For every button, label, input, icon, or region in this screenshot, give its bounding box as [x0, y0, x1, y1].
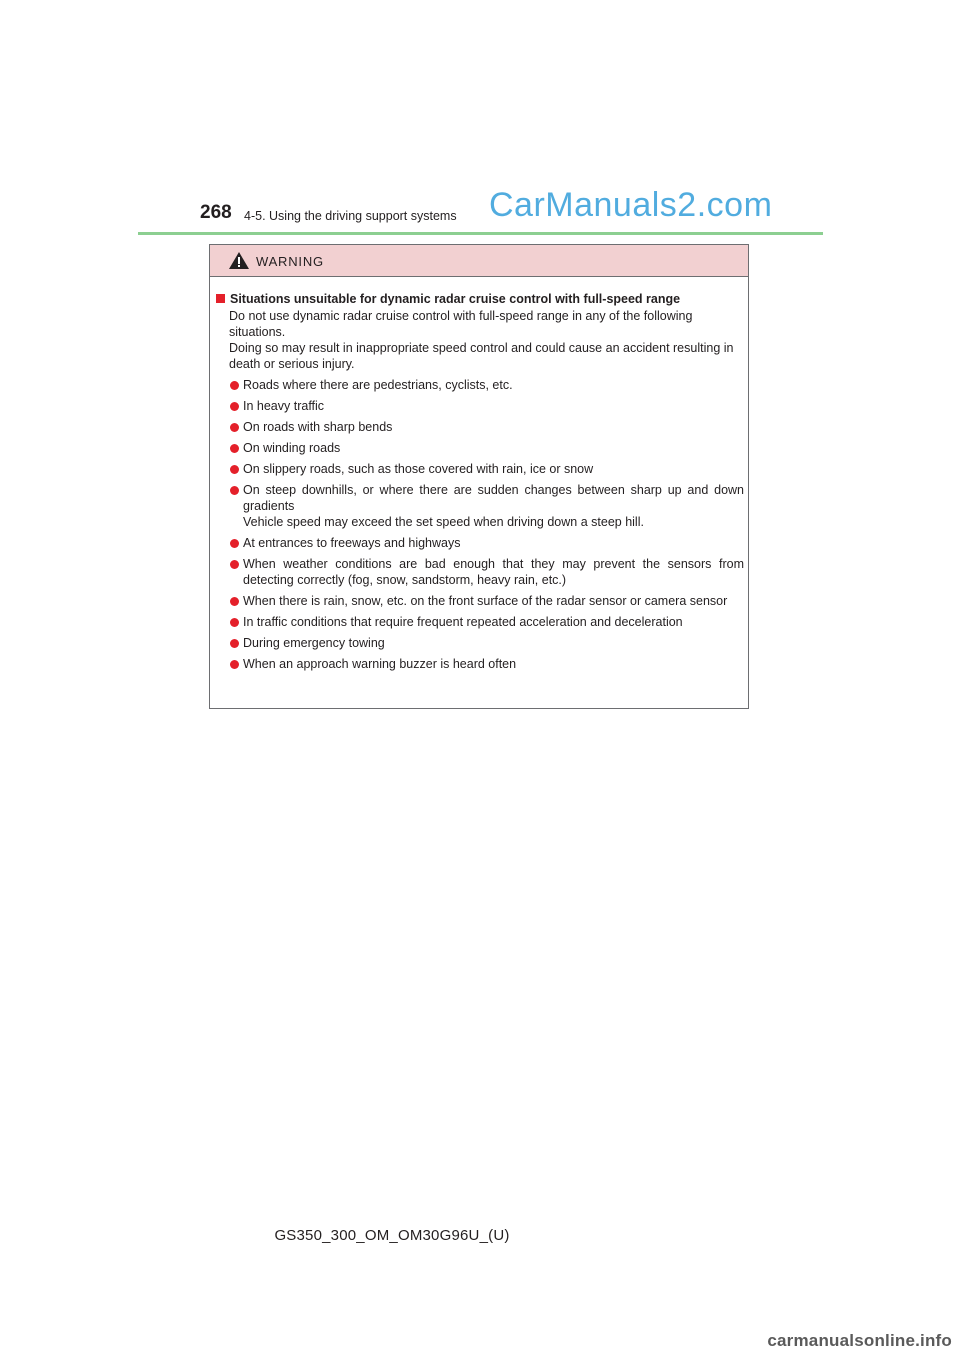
document-code-text: GS350_300_OM_OM30G96U_(U): [274, 1227, 510, 1244]
warning-subheading: [210, 291, 750, 308]
list-item: [210, 440, 750, 456]
warning-label: WARNING: [256, 254, 324, 269]
list-item-text: On roads with sharp bends: [243, 420, 393, 434]
list-item: [210, 635, 750, 651]
site-watermark: carmanualsonline.info: [767, 1331, 952, 1350]
round-bullet-icon: [230, 539, 239, 548]
warning-triangle-icon: [228, 251, 250, 270]
list-item-text: At entrances to freeways and highways: [243, 536, 461, 550]
round-bullet-icon: [230, 639, 239, 648]
list-item: [210, 535, 750, 551]
list-item: [210, 377, 750, 393]
warning-box: [209, 244, 749, 709]
list-item-text: When an approach warning buzzer is heard often: [243, 657, 517, 671]
square-bullet-icon: [216, 294, 225, 303]
subheading-text: Situations unsuitable for dynamic radar cruise control with full-speed range: [230, 292, 681, 306]
list-item-text: In heavy traffic: [243, 399, 325, 413]
list-item-note: Vehicle speed may exceed the set speed when driving down a steep hill.: [243, 515, 644, 529]
list-item-text: When there is rain, snow, etc. on the front surface of the radar sensor or camera sensor: [243, 594, 728, 608]
list-item-text: On winding roads: [243, 441, 341, 455]
list-item: [210, 593, 750, 609]
list-item: [210, 482, 750, 530]
header-divider: [138, 232, 823, 235]
page-number: 268: [200, 202, 232, 223]
round-bullet-icon: [230, 381, 239, 390]
intro-line: Doing so may result in inappropriate speed control and could cause an accident resulting in death or serious injury.: [229, 341, 734, 371]
round-bullet-icon: [230, 560, 239, 569]
round-bullet-icon: [230, 486, 239, 495]
list-item-text: When weather conditions are bad enough that they may prevent the sensors from detecting correctly (fog, snow, sandstorm, heavy rain, etc.): [243, 557, 744, 587]
list-item: [210, 398, 750, 414]
list-item-text: On slippery roads, such as those covered with rain, ice or snow: [243, 462, 594, 476]
round-bullet-icon: [230, 444, 239, 453]
list-item-text: During emergency towing: [243, 636, 385, 650]
carmanuals-watermark: CarManuals2.com: [489, 186, 773, 224]
round-bullet-icon: [230, 465, 239, 474]
warning-body: [210, 291, 750, 677]
warning-header: [210, 245, 748, 277]
round-bullet-icon: [230, 423, 239, 432]
list-item: [210, 614, 750, 630]
round-bullet-icon: [230, 402, 239, 411]
list-item: [210, 419, 750, 435]
round-bullet-icon: [230, 597, 239, 606]
section-title: 4-5. Using the driving support systems: [244, 209, 457, 223]
list-item-text: On steep downhills, or where there are sudden changes between sharp up and down gradients: [243, 483, 744, 513]
list-item-text: In traffic conditions that require frequent repeated acceleration and deceleration: [243, 615, 683, 629]
intro-line: Do not use dynamic radar cruise control with full-speed range in any of the following situations.: [229, 309, 693, 339]
round-bullet-icon: [230, 618, 239, 627]
document-code: [0, 1227, 960, 1244]
list-item: [210, 556, 750, 588]
round-bullet-icon: [230, 660, 239, 669]
list-item: [210, 656, 750, 672]
list-item: [210, 461, 750, 477]
warning-intro: [210, 308, 750, 372]
situation-list: [210, 377, 750, 672]
list-item-text: Roads where there are pedestrians, cyclists, etc.: [243, 378, 513, 392]
